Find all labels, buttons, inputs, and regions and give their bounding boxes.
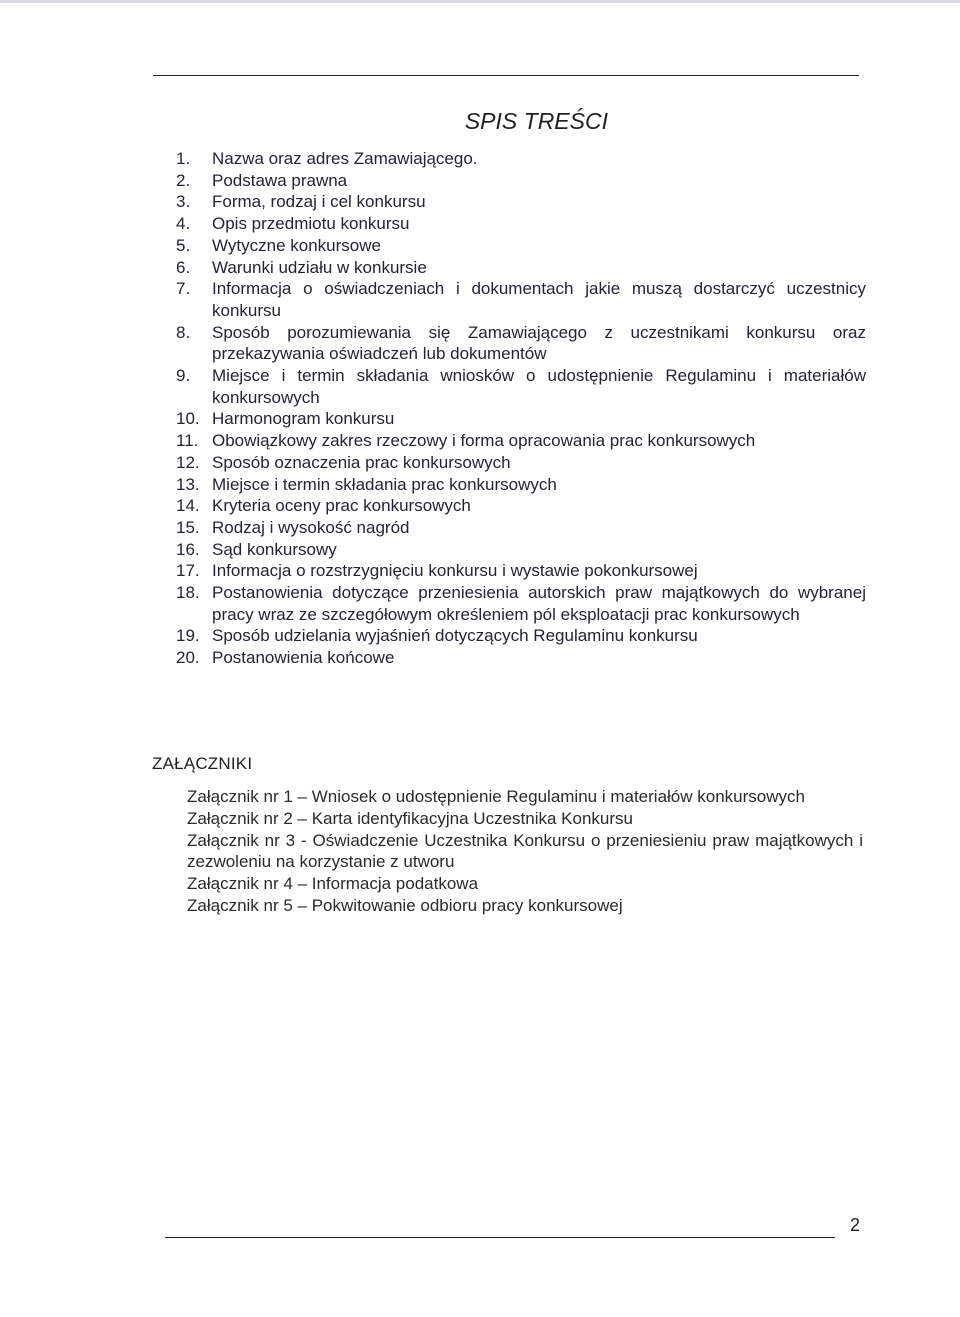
toc-item-text: Informacja o rozstrzygnięciu konkursu i wystawie pokonkursowej — [212, 561, 698, 581]
toc-item-number: 2. — [176, 170, 191, 190]
toc-item — [176, 322, 866, 365]
toc-item-text: Wytyczne konkursowe — [212, 235, 381, 255]
page-top-edge — [0, 0, 960, 3]
page-number: 2 — [850, 1215, 861, 1235]
toc-item-number: 16. — [176, 539, 200, 559]
toc-item-text: Miejsce i termin składania wniosków o udostępnienie Regulaminu i materiałów konkursowych — [212, 366, 866, 407]
toc-item-number: 18. — [176, 583, 200, 603]
toc-item — [176, 191, 866, 213]
toc-item-text: Sąd konkursowy — [212, 539, 337, 559]
attachments-heading: ZAŁĄCZNIKI — [152, 754, 253, 773]
toc-item — [176, 495, 866, 517]
toc-item — [176, 148, 866, 170]
toc-item-number: 13. — [176, 474, 200, 494]
toc-item-number: 3. — [176, 192, 191, 212]
attachment-item: Załącznik nr 4 – Informacja podatkowa — [187, 874, 479, 894]
toc-item-text: Sposób porozumiewania się Zamawiającego z uczestnikami konkursu oraz przekazywania oświadczeń lub dokumentów — [212, 322, 866, 364]
toc-item-number: 7. — [176, 279, 191, 299]
attachment-item: Załącznik nr 1 – Wniosek o udostępnienie Regulaminu i materiałów konkursowych — [187, 787, 805, 806]
toc-item — [176, 582, 866, 625]
toc-item — [176, 213, 866, 235]
toc-item — [176, 365, 866, 408]
toc-item-text: Miejsce i termin składania prac konkursowych — [212, 474, 557, 494]
toc-item — [176, 278, 866, 321]
toc-item-number: 10. — [176, 409, 200, 429]
toc-item-number: 19. — [176, 626, 200, 646]
toc-item — [176, 647, 866, 669]
toc-item-text: Obowiązkowy zakres rzeczowy i forma opracowania prac konkursowych — [212, 431, 756, 451]
toc-item-number: 17. — [176, 561, 200, 581]
toc-item-text: Nazwa oraz adres Zamawiającego. — [212, 149, 478, 168]
toc-item — [176, 170, 866, 192]
toc-item-text: Warunki udziału w konkursie — [212, 257, 427, 277]
toc-item-number: 15. — [176, 517, 200, 537]
toc-item-text: Harmonogram konkursu — [212, 409, 395, 429]
toc-item-number: 6. — [176, 257, 191, 277]
toc-item — [176, 560, 866, 582]
toc-item-number: 1. — [176, 149, 191, 168]
header-rule — [153, 75, 859, 76]
toc-item-number: 20. — [176, 648, 200, 668]
toc-item-text: Sposób udzielania wyjaśnień dotyczących Regulaminu konkursu — [212, 626, 698, 646]
toc-item-text: Rodzaj i wysokość nagród — [212, 517, 410, 537]
toc-item-text: Forma, rodzaj i cel konkursu — [212, 192, 426, 212]
toc-item — [176, 235, 866, 257]
toc-list — [176, 148, 866, 669]
toc-item — [176, 517, 866, 539]
footer-rule — [165, 1237, 835, 1238]
toc-item-number: 9. — [176, 366, 191, 386]
toc-item-text: Postanowienia dotyczące przeniesienia autorskich praw majątkowych do wybranej pracy wraz ze szczegółowym określeniem pól eksploatacji prac konkursowych — [212, 583, 866, 624]
toc-item-number: 8. — [176, 322, 191, 342]
toc-item-number: 11. — [176, 431, 199, 451]
attachment-item: Załącznik nr 3 - Oświadczenie Uczestnika Konkursu o przeniesieniu praw majątkowych i zezwoleniu na korzystanie z utworu — [187, 830, 863, 872]
toc-item-text: Postanowienia końcowe — [212, 648, 395, 668]
toc-title: SPIS TREŚCI — [464, 108, 608, 134]
toc-item — [176, 539, 866, 561]
toc-item — [176, 430, 866, 452]
toc-item-text: Sposób oznaczenia prac konkursowych — [212, 452, 511, 472]
toc-item-number: 14. — [176, 496, 200, 516]
toc-item-number: 12. — [176, 452, 200, 472]
toc-item-text: Podstawa prawna — [212, 170, 348, 190]
toc-item-text: Opis przedmiotu konkursu — [212, 214, 410, 234]
toc-item — [176, 625, 866, 647]
toc-item-text: Informacja o oświadczeniach i dokumentach jakie muszą dostarczyć uczestnicy konkursu — [212, 279, 866, 320]
toc-item — [176, 474, 866, 496]
attachment-item: Załącznik nr 2 – Karta identyfikacyjna Uczestnika Konkursu — [187, 808, 633, 828]
toc-item-text: Kryteria oceny prac konkursowych — [212, 496, 471, 516]
attachment-item: Załącznik nr 5 – Pokwitowanie odbioru pracy konkursowej — [187, 895, 623, 915]
toc-item — [176, 408, 866, 430]
attachments-list — [187, 786, 863, 917]
toc-item-number: 5. — [176, 235, 191, 255]
toc-item — [176, 452, 866, 474]
toc-item — [176, 257, 866, 279]
toc-item-number: 4. — [176, 214, 191, 234]
